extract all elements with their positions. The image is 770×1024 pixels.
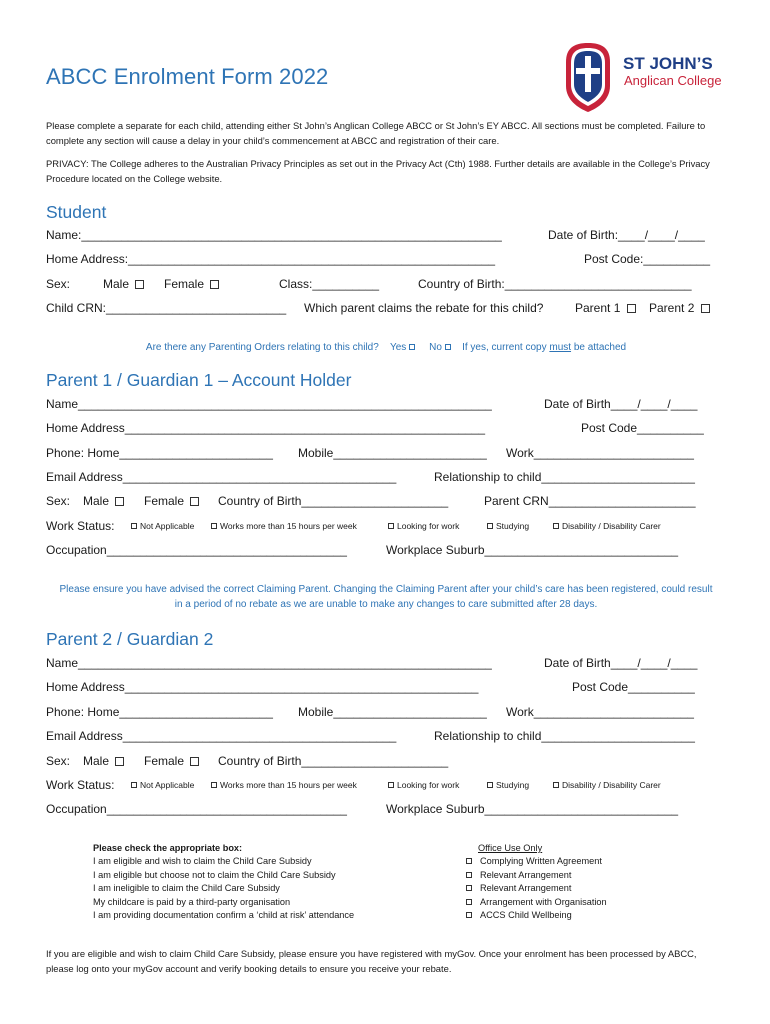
parent2-work-status-row [46, 778, 726, 792]
orders-no-checkbox[interactable] [445, 344, 451, 350]
office-item[interactable]: Relevant Arrangement [466, 882, 666, 895]
college-logo [558, 40, 733, 114]
parent1-address-field[interactable]: Home Address______________________________________________________ [46, 421, 486, 435]
student-crn-row [46, 301, 726, 315]
parent1-email-row [46, 470, 726, 484]
parent2-checkbox[interactable] [701, 304, 710, 313]
parent2-email-field[interactable]: Email Address_________________________________________ [46, 729, 397, 743]
student-sex-label: Sex: [46, 277, 71, 291]
intro-paragraph: Please complete a separate for each child, attending either St John’s Anglican College ABCC or St John’s EY ABCC. All sections must be completed. Failure to complete any section will cause a delay in your child’s commencement at ABCC and registration of their care. [46, 120, 706, 146]
parenting-orders-question: Are there any Parenting Orders relating to this child? [145, 342, 379, 353]
parent1-mobile-field[interactable]: Mobile_______________________ [298, 446, 487, 460]
parent1-occupation-row [46, 543, 726, 557]
parent1-address-row [46, 421, 726, 435]
p1-ws-works-15[interactable]: Works more than 15 hours per week [211, 521, 357, 531]
student-name-field[interactable]: Name:_______________________________________________________________ [46, 228, 502, 242]
parent2-suburb-field[interactable]: Workplace Suburb_____________________________ [386, 802, 679, 816]
parent1-sex-row [46, 494, 726, 508]
parent2-name-row [46, 656, 726, 670]
office-use-panel [466, 842, 666, 922]
parent2-work-field[interactable]: Work________________________ [506, 705, 694, 719]
logo-title: ST JOHN’S [623, 54, 713, 73]
orders-no-label: No [429, 342, 442, 353]
parent1-name-row [46, 397, 726, 411]
parent1-female-checkbox[interactable] [190, 497, 199, 506]
parent1-female-option[interactable]: Female [144, 494, 202, 508]
page-title: ABCC Enrolment Form 2022 [46, 64, 329, 89]
parent2-male-checkbox[interactable] [115, 757, 124, 766]
orders-note: If yes, current copy [462, 342, 547, 353]
student-male-option[interactable]: Male [103, 277, 147, 291]
p2-ws-not-applicable[interactable]: Not Applicable [131, 780, 194, 790]
p2-ws-looking[interactable]: Looking for work [388, 780, 459, 790]
checklist-item[interactable]: I am providing documentation confirm a ‘child at risk’ attendance [93, 910, 355, 921]
parent2-female-option[interactable]: Female [144, 754, 202, 768]
parent1-occupation-field[interactable]: Occupation____________________________________ [46, 543, 347, 557]
parent1-email-field[interactable]: Email Address_________________________________________ [46, 470, 397, 484]
parent1-phone-row [46, 446, 726, 460]
office-use-heading: Office Use Only [478, 843, 543, 853]
parent1-work-status-row [46, 519, 726, 533]
parent2-heading: Parent 2 / Guardian 2 [46, 629, 214, 649]
logo-subtitle: Anglican College [624, 73, 722, 88]
office-item[interactable]: Arrangement with Organisation [466, 896, 666, 909]
parent2-address-field[interactable]: Home Address_____________________________________________________ [46, 680, 479, 694]
parent1-country-field[interactable]: Country of Birth______________________ [218, 494, 449, 508]
p2-ws-works-15[interactable]: Works more than 15 hours per week [211, 780, 357, 790]
parent2-work-status-label: Work Status: [46, 778, 115, 792]
student-address-field[interactable]: Home Address:_______________________________________________________ [46, 252, 496, 266]
parent2-male-option[interactable]: Male [83, 754, 127, 768]
parent1-crn-field[interactable]: Parent CRN______________________ [484, 494, 696, 508]
parenting-orders-row [46, 340, 726, 355]
privacy-paragraph: PRIVACY: The College adheres to the Australian Privacy Principles as set out in the Privacy Act (Cth) 1988. Further details are available in the College’s Privacy Procedure located on the College website. [46, 158, 710, 184]
parent2-address-row [46, 680, 726, 694]
parent1-male-option[interactable]: Male [83, 494, 127, 508]
student-class-field[interactable]: Class:__________ [279, 277, 380, 291]
parent2-sex-label: Sex: [46, 754, 71, 768]
parent2-mobile-field[interactable]: Mobile_______________________ [298, 705, 487, 719]
parent1-work-field[interactable]: Work________________________ [506, 446, 694, 460]
parent2-sex-row [46, 754, 726, 768]
orders-yes-checkbox[interactable] [409, 344, 415, 350]
parent1-heading: Parent 1 / Guardian 1 – Account Holder [46, 370, 352, 390]
parent1-checkbox[interactable] [627, 304, 636, 313]
parent1-phone-field[interactable]: Phone: Home_______________________ [46, 446, 273, 460]
orders-note-end: be attached [573, 342, 627, 353]
parent2-female-checkbox[interactable] [190, 757, 199, 766]
checklist-item[interactable]: I am eligible but choose not to claim the Child Care Subsidy [93, 869, 336, 880]
rebate-parent1-option[interactable]: Parent 1 [575, 301, 639, 315]
orders-yes-label: Yes [389, 342, 407, 353]
checklist-item[interactable]: My childcare is paid by a third-party organisation [93, 896, 291, 907]
student-postcode-field[interactable]: Post Code:__________ [584, 252, 711, 266]
male-checkbox[interactable] [135, 280, 144, 289]
eligibility-checklist [93, 842, 453, 922]
student-address-row [46, 252, 726, 266]
female-checkbox[interactable] [210, 280, 219, 289]
p2-ws-disability[interactable]: Disability / Disability Carer [553, 780, 661, 790]
checklist-item[interactable]: I am ineligible to claim the Child Care Subsidy [93, 883, 280, 894]
checklist-item[interactable]: I am eligible and wish to claim the Child Care Subsidy [93, 856, 312, 867]
parent2-dob-field[interactable]: Date of Birth____/____/____ [544, 656, 698, 670]
p1-ws-studying[interactable]: Studying [487, 521, 529, 531]
parent1-postcode-field[interactable]: Post Code__________ [581, 421, 704, 435]
parent1-male-checkbox[interactable] [115, 497, 124, 506]
footer-note: If you are eligible and wish to claim Child Care Subsidy, please ensure you have registered with myGov. Once your enrolment has been processed by ABCC, please log onto your myGov account and verify booking details to ensure you receive your rebate. [46, 948, 697, 974]
student-female-option[interactable]: Female [164, 277, 222, 291]
student-country-field[interactable]: Country of Birth:____________________________ [418, 277, 692, 291]
p1-ws-looking[interactable]: Looking for work [388, 521, 459, 531]
parent2-phone-row [46, 705, 726, 719]
parent2-country-field[interactable]: Country of Birth______________________ [218, 754, 449, 768]
student-heading: Student [46, 202, 107, 222]
student-name-row [46, 228, 726, 242]
office-item[interactable]: ACCS Child Wellbeing [466, 909, 666, 922]
parent2-postcode-field[interactable]: Post Code__________ [572, 680, 695, 694]
parent1-relationship-field[interactable]: Relationship to child_______________________ [434, 470, 695, 484]
p1-ws-disability[interactable]: Disability / Disability Carer [553, 521, 661, 531]
orders-note-must: must [549, 342, 572, 353]
parent2-occupation-field[interactable]: Occupation____________________________________ [46, 802, 347, 816]
checklist-heading: Please check the appropriate box: [93, 843, 243, 853]
student-dob-field[interactable]: Date of Birth:____/____/____ [548, 228, 705, 242]
parent1-sex-label: Sex: [46, 494, 71, 508]
parent2-relationship-field[interactable]: Relationship to child_______________________ [434, 729, 695, 743]
parent1-dob-field[interactable]: Date of Birth____/____/____ [544, 397, 698, 411]
rebate-parent2-option[interactable]: Parent 2 [649, 301, 713, 315]
parent1-work-status-label: Work Status: [46, 519, 115, 533]
parent2-name-field[interactable]: Name______________________________________________________________ [46, 656, 492, 670]
parent1-suburb-field[interactable]: Workplace Suburb_____________________________ [386, 543, 679, 557]
parent2-phone-field[interactable]: Phone: Home_______________________ [46, 705, 273, 719]
parent1-name-field[interactable]: Name______________________________________________________________ [46, 397, 492, 411]
rebate-question: Which parent claims the rebate for this child? [304, 301, 544, 315]
crest-icon [558, 40, 618, 114]
student-sex-row [46, 277, 726, 291]
parent2-occupation-row [46, 802, 726, 816]
office-item[interactable]: Complying Written Agreement [466, 855, 666, 868]
parent2-email-row [46, 729, 726, 743]
student-crn-field[interactable]: Child CRN:___________________________ [46, 301, 287, 315]
p1-ws-not-applicable[interactable]: Not Applicable [131, 521, 194, 531]
p2-ws-studying[interactable]: Studying [487, 780, 529, 790]
claiming-parent-note: Please ensure you have advised the correct Claiming Parent. Changing the Claiming Parent after your child’s care has been registered, could result in a period of no rebate as we are unable to make any changes to care submitted after 28 days. [59, 584, 713, 610]
office-item[interactable]: Relevant Arrangement [466, 869, 666, 882]
